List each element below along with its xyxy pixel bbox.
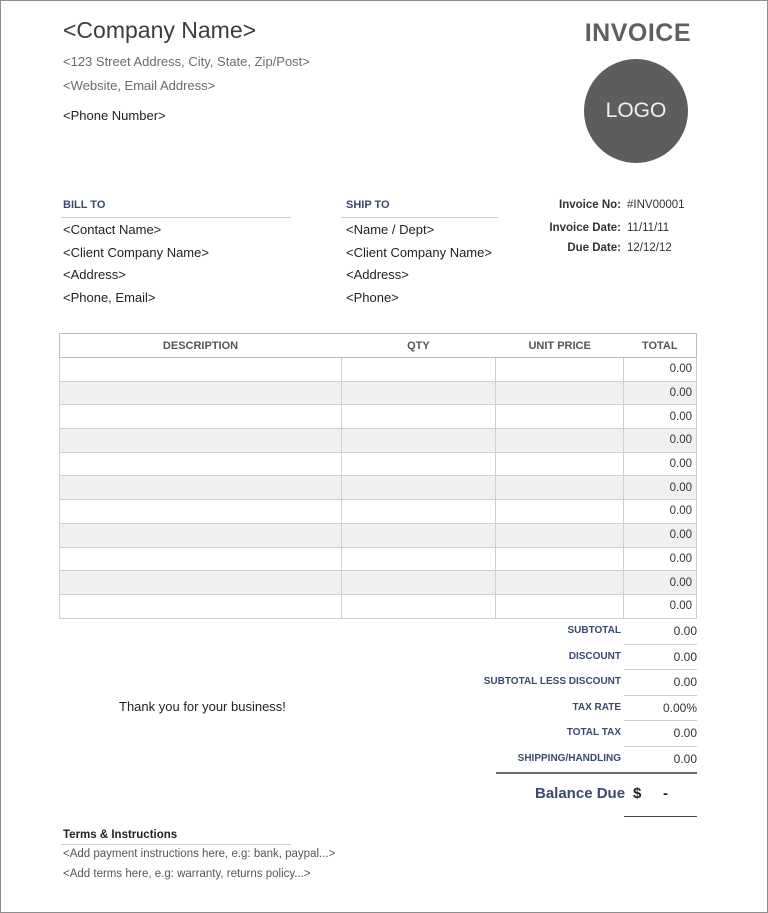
- table-row: [60, 476, 697, 500]
- item-description-cell[interactable]: [60, 358, 342, 382]
- bill-to-address[interactable]: <Address>: [63, 267, 126, 282]
- company-address[interactable]: <123 Street Address, City, State, Zip/Post>: [63, 54, 310, 69]
- item-qty-cell[interactable]: [341, 405, 496, 429]
- total-tax-label: TOTAL TAX: [566, 727, 621, 739]
- ship-to-name[interactable]: <Name / Dept>: [346, 222, 435, 237]
- item-unit-price-cell[interactable]: [496, 405, 624, 429]
- item-qty-cell[interactable]: [341, 358, 496, 382]
- payment-instructions[interactable]: <Add payment instructions here, e.g: bank, paypal...>: [63, 848, 336, 860]
- invoice-title: INVOICE: [584, 19, 691, 47]
- item-unit-price-cell[interactable]: [496, 452, 624, 476]
- item-total-cell: 0.00: [624, 358, 697, 382]
- line-items-table: [59, 333, 697, 619]
- column-header-unit-price: UNIT PRICE: [496, 334, 624, 358]
- column-header-description: DESCRIPTION: [60, 334, 342, 358]
- item-qty-cell[interactable]: [341, 429, 496, 453]
- bill-to-heading: BILL TO: [63, 199, 106, 211]
- item-total-cell: 0.00: [624, 523, 697, 547]
- thank-you-message[interactable]: Thank you for your business!: [119, 699, 286, 714]
- ship-to-company[interactable]: <Client Company Name>: [346, 245, 492, 260]
- balance-divider: [496, 772, 697, 774]
- item-description-cell[interactable]: [60, 594, 342, 618]
- summary-subtotal-less-discount: [471, 669, 697, 695]
- terms-divider: [61, 844, 291, 845]
- item-description-cell[interactable]: [60, 405, 342, 429]
- discount-label: DISCOUNT: [568, 651, 621, 663]
- due-date-row: [531, 242, 701, 254]
- subtotal-less-discount-value: 0.00: [673, 674, 697, 689]
- logo-text: LOGO: [605, 99, 667, 122]
- item-description-cell[interactable]: [60, 571, 342, 595]
- invoice-number-label: Invoice No:: [559, 199, 621, 211]
- item-total-cell: 0.00: [624, 547, 697, 571]
- bill-to-contact[interactable]: <Contact Name>: [63, 222, 162, 237]
- item-description-cell[interactable]: [60, 381, 342, 405]
- item-total-cell: 0.00: [624, 500, 697, 524]
- table-row: [60, 547, 697, 571]
- item-qty-cell[interactable]: [341, 571, 496, 595]
- invoice-date-value[interactable]: 11/11/11: [627, 222, 670, 234]
- item-total-cell: 0.00: [624, 381, 697, 405]
- item-qty-cell[interactable]: [341, 547, 496, 571]
- subtotal-less-discount-label: SUBTOTAL LESS DISCOUNT: [483, 676, 621, 688]
- balance-currency: $: [633, 785, 642, 802]
- summary-tax-rate: [471, 695, 697, 721]
- item-description-cell[interactable]: [60, 547, 342, 571]
- item-unit-price-cell[interactable]: [496, 594, 624, 618]
- column-header-total: TOTAL: [624, 334, 697, 358]
- item-unit-price-cell[interactable]: [496, 429, 624, 453]
- item-qty-cell[interactable]: [341, 500, 496, 524]
- summary-discount: [471, 644, 697, 670]
- due-date-value[interactable]: 12/12/12: [627, 242, 672, 254]
- terms-text[interactable]: <Add terms here, e.g: warranty, returns policy...>: [63, 868, 311, 880]
- summary-total-tax: [471, 720, 697, 746]
- item-total-cell: 0.00: [624, 405, 697, 429]
- tax-rate-label: TAX RATE: [572, 702, 621, 714]
- item-total-cell: 0.00: [624, 476, 697, 500]
- summary-subtotal: [471, 618, 697, 644]
- item-qty-cell[interactable]: [341, 381, 496, 405]
- column-header-qty: QTY: [341, 334, 496, 358]
- table-row: [60, 405, 697, 429]
- bill-to-phone-email[interactable]: <Phone, Email>: [63, 290, 156, 305]
- item-description-cell[interactable]: [60, 523, 342, 547]
- table-row: [60, 571, 697, 595]
- shipping-label: SHIPPING/HANDLING: [517, 753, 621, 765]
- item-qty-cell[interactable]: [341, 594, 496, 618]
- summary-shipping: [471, 746, 697, 772]
- item-total-cell: 0.00: [624, 571, 697, 595]
- total-tax-value: 0.00: [673, 725, 697, 740]
- item-unit-price-cell[interactable]: [496, 381, 624, 405]
- discount-value[interactable]: 0.00: [673, 649, 697, 664]
- due-date-label: Due Date:: [567, 242, 621, 254]
- table-row: [60, 429, 697, 453]
- ship-to-divider: [341, 217, 498, 218]
- company-phone[interactable]: <Phone Number>: [63, 108, 166, 123]
- bill-to-divider: [61, 217, 291, 218]
- item-unit-price-cell[interactable]: [496, 358, 624, 382]
- table-header-row: [60, 334, 697, 358]
- item-qty-cell[interactable]: [341, 452, 496, 476]
- item-description-cell[interactable]: [60, 476, 342, 500]
- invoice-number-row: [531, 199, 701, 211]
- subtotal-label: SUBTOTAL: [567, 625, 621, 637]
- shipping-value[interactable]: 0.00: [673, 751, 697, 766]
- company-web-email[interactable]: <Website, Email Address>: [63, 78, 216, 93]
- item-qty-cell[interactable]: [341, 523, 496, 547]
- balance-due-value: -: [663, 785, 668, 802]
- table-row: [60, 452, 697, 476]
- item-unit-price-cell[interactable]: [496, 523, 624, 547]
- item-total-cell: 0.00: [624, 452, 697, 476]
- balance-underline: [624, 816, 697, 817]
- ship-to-heading: SHIP TO: [346, 199, 390, 211]
- item-unit-price-cell[interactable]: [496, 571, 624, 595]
- item-total-cell: 0.00: [624, 594, 697, 618]
- table-row: [60, 500, 697, 524]
- invoice-date-label: Invoice Date:: [549, 222, 621, 234]
- tax-rate-value[interactable]: 0.00%: [662, 700, 697, 715]
- balance-due-label: Balance Due: [535, 785, 626, 802]
- item-description-cell[interactable]: [60, 452, 342, 476]
- ship-to-address[interactable]: <Address>: [346, 267, 409, 282]
- item-unit-price-cell[interactable]: [496, 500, 624, 524]
- invoice-date-row: [531, 222, 701, 234]
- item-description-cell[interactable]: [60, 429, 342, 453]
- company-name[interactable]: <Company Name>: [63, 17, 257, 43]
- item-total-cell: 0.00: [624, 429, 697, 453]
- table-row: [60, 358, 697, 382]
- bill-to-company[interactable]: <Client Company Name>: [63, 245, 209, 260]
- item-unit-price-cell[interactable]: [496, 547, 624, 571]
- item-unit-price-cell[interactable]: [496, 476, 624, 500]
- invoice-number-value[interactable]: #INV00001: [627, 199, 685, 211]
- ship-to-phone[interactable]: <Phone>: [346, 290, 399, 305]
- table-row: [60, 381, 697, 405]
- subtotal-value: 0.00: [673, 623, 697, 638]
- logo-placeholder[interactable]: [584, 59, 688, 163]
- item-description-cell[interactable]: [60, 500, 342, 524]
- table-row: [60, 523, 697, 547]
- terms-heading: Terms & Instructions: [63, 829, 178, 841]
- item-qty-cell[interactable]: [341, 476, 496, 500]
- table-row: [60, 594, 697, 618]
